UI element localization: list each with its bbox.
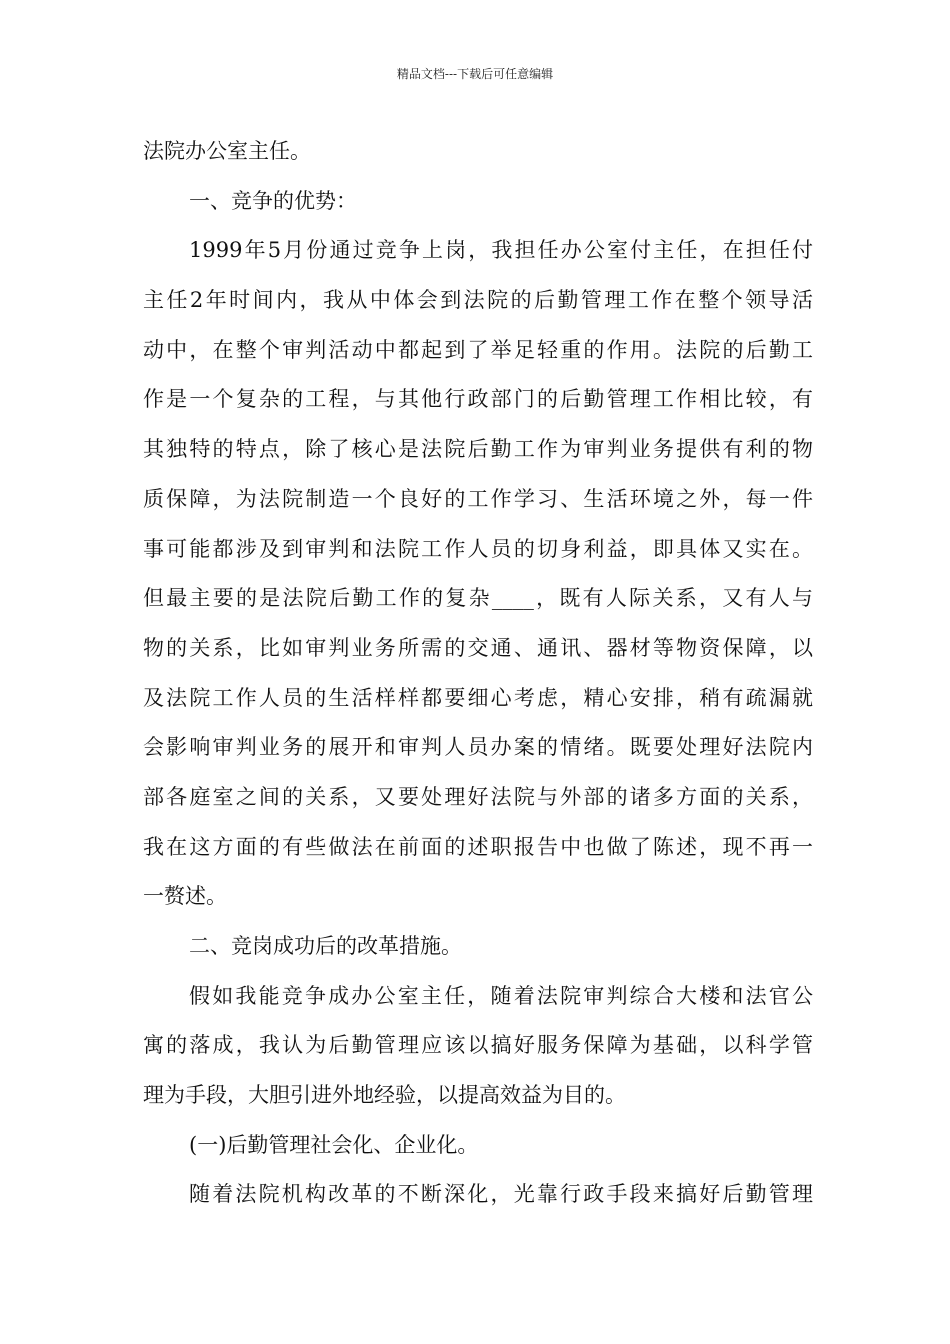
paragraph-line: 理为手段，大胆引进外地经验，以提高效益为目的。: [143, 1083, 626, 1108]
paragraph-line: 事可能都涉及到审判和法院工作人员的切身利益，即具体又实在。: [143, 536, 813, 561]
paragraph-line: 但最主要的是法院后勤工作的复杂____，既有人际关系，又有人与: [143, 586, 813, 611]
paragraph-line: 其独特的特点，除了核心是法院后勤工作为审判业务提供有利的物: [143, 437, 813, 462]
paragraph-line: 主任2年时间内，我从中体会到法院的后勤管理工作在整个领导活: [143, 288, 813, 313]
paragraph-line: 一、竞争的优势：: [189, 188, 357, 213]
paragraph-line: 随着法院机构改革的不断深化，光靠行政手段来搞好后勤管理: [189, 1182, 813, 1207]
paragraph-line: 1999年5月份通过竞争上岗，我担任办公室付主任，在担任付: [189, 238, 813, 263]
paragraph-line: 假如我能竞争成办公室主任，随着法院审判综合大楼和法官公: [189, 983, 813, 1008]
paragraph-line: 动中，在整个审判活动中都起到了举足轻重的作用。法院的后勤工: [143, 337, 813, 362]
paragraph-line: 质保障，为法院制造一个良好的工作学习、生活环境之外，每一件: [143, 486, 813, 511]
paragraph-line: (一)后勤管理社会化、企业化。: [189, 1132, 479, 1157]
document-body: [143, 127, 813, 1220]
paragraph-line: 我在这方面的有些做法在前面的述职报告中也做了陈述，现不再一: [143, 834, 813, 859]
paragraph-line: 二、竞岗成功后的改革措施。: [189, 934, 462, 958]
paragraph-line: 会影响审判业务的展开和审判人员办案的情绪。既要处理好法院内: [143, 735, 813, 760]
paragraph-line: 一赘述。: [143, 884, 227, 909]
paragraph-line: 法院办公室主任。: [143, 139, 311, 163]
paragraph-line: 部各庭室之间的关系，又要处理好法院与外部的诸多方面的关系，: [143, 784, 813, 809]
page-header: 精品文档---下载后可任意编辑: [396, 67, 554, 81]
paragraph-line: 及法院工作人员的生活样样都要细心考虑，精心安排，稍有疏漏就: [143, 685, 813, 710]
paragraph-line: 寓的落成，我认为后勤管理应该以搞好服务保障为基础，以科学管: [143, 1033, 813, 1058]
paragraph-line: 物的关系，比如审判业务所需的交通、通讯、器材等物资保障，以: [143, 635, 813, 660]
paragraph-line: 作是一个复杂的工程，与其他行政部门的后勤管理工作相比较，有: [143, 387, 813, 412]
